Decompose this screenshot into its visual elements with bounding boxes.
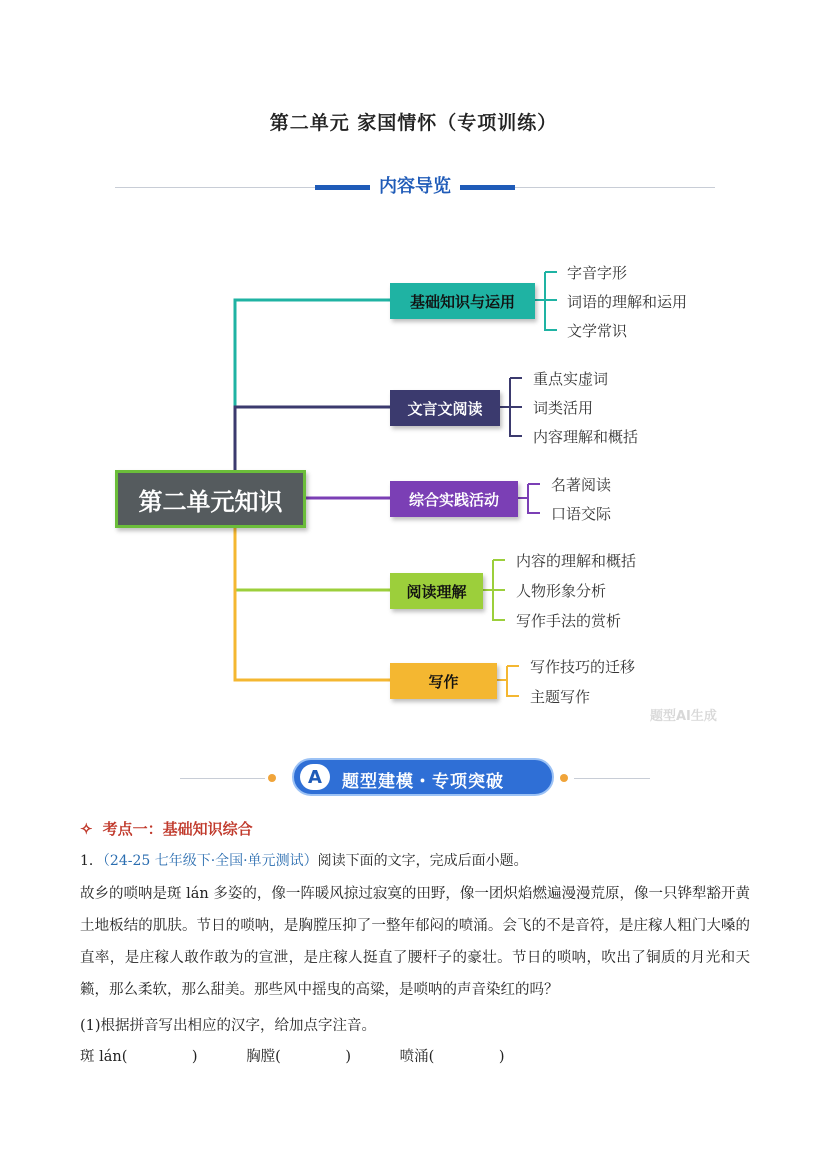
branch-practice: 综合实践活动 [390, 481, 518, 517]
banner-label: 内容导览 [379, 176, 451, 197]
leaf-reading-summary: 内容的理解和概括 [516, 552, 637, 570]
question-header [80, 850, 528, 870]
section-banner [180, 758, 650, 798]
branch-writing: 写作 [390, 663, 497, 699]
leaf-pronunciation: 字音字形 [567, 264, 628, 282]
leaf-classics: 名著阅读 [551, 476, 612, 494]
section-line-left [180, 778, 265, 779]
section-badge: A [300, 764, 330, 790]
topic-heading [80, 818, 253, 839]
section-line-right [574, 778, 650, 779]
sparkle-icon: ✧ [80, 820, 93, 838]
blank-xiong-tang[interactable]: 胸膛( ) [246, 1049, 352, 1065]
topic-label: 考点一：基础知识综合 [102, 820, 253, 838]
leaf-writing-skills: 写作技巧的迁移 [530, 658, 636, 676]
leaf-oral: 口语交际 [551, 505, 612, 523]
sub-question: (1)根据拼音写出相应的汉字，给加点字注音。 [80, 1018, 377, 1034]
watermark-logo: 题型AI生成 [650, 709, 717, 724]
leaf-literature: 文学常识 [567, 322, 628, 340]
leaf-character: 人物形象分析 [516, 582, 607, 600]
mind-map [105, 250, 745, 724]
branch-basic-knowledge: 基础知识与运用 [390, 283, 535, 319]
question-source: （24-25 七年级下·全国·单元测试） [102, 853, 318, 869]
mind-map-root: 第二单元知识 [115, 470, 306, 528]
page-title: 第二单元 家国情怀（专项训练） [269, 112, 558, 134]
leaf-word-class: 词类活用 [533, 399, 594, 417]
section-label: 题型建模・专项突破 [342, 772, 504, 792]
leaf-word-usage: 词语的理解和运用 [567, 293, 688, 311]
banner-bar-right [460, 185, 515, 190]
section-dot-right [560, 774, 568, 782]
reading-passage: 故乡的唢呐是斑 lán 多姿的，像一阵暖风掠过寂寞的田野，像一团炽焰燃遍漫漫荒原，像一只铧犁豁开黄土地板结的肌肤。节日的唢呐，是胸膛压抑了一整年郁闷的喷涌。会飞的不是音符，是庄稼人粗门大嗓的直率，是庄稼人敢作敢为的宣泄，是庄稼人挺直了腰杆子的豪壮。节日的唢呐，吹出了铜质的月光和天籁，那么柔软，那么甜美。那些风中摇曳的高粱，是唢呐的声音染红的吗？ [80, 886, 750, 998]
section-pill [292, 758, 554, 796]
blank-pen-yong[interactable]: 喷涌( ) [399, 1049, 505, 1065]
branch-classical-reading: 文言文阅读 [390, 390, 500, 426]
blank-ban-lan[interactable]: 斑 lán( ) [80, 1049, 198, 1065]
banner-divider-right [515, 187, 715, 188]
answer-blanks [80, 1045, 548, 1066]
question-prompt: 阅读下面的文字，完成后面小题。 [317, 853, 528, 869]
banner-bar-left [315, 185, 370, 190]
section-dot-left [268, 774, 276, 782]
leaf-content-summary: 内容理解和概括 [533, 428, 639, 446]
leaf-technique: 写作手法的赏析 [516, 612, 622, 630]
banner-divider-left [115, 187, 315, 188]
leaf-key-words: 重点实虚词 [533, 370, 609, 388]
leaf-theme-writing: 主题写作 [530, 688, 591, 706]
branch-reading: 阅读理解 [390, 573, 483, 609]
question-number: 1． [80, 853, 103, 869]
content-overview-banner [115, 170, 715, 204]
